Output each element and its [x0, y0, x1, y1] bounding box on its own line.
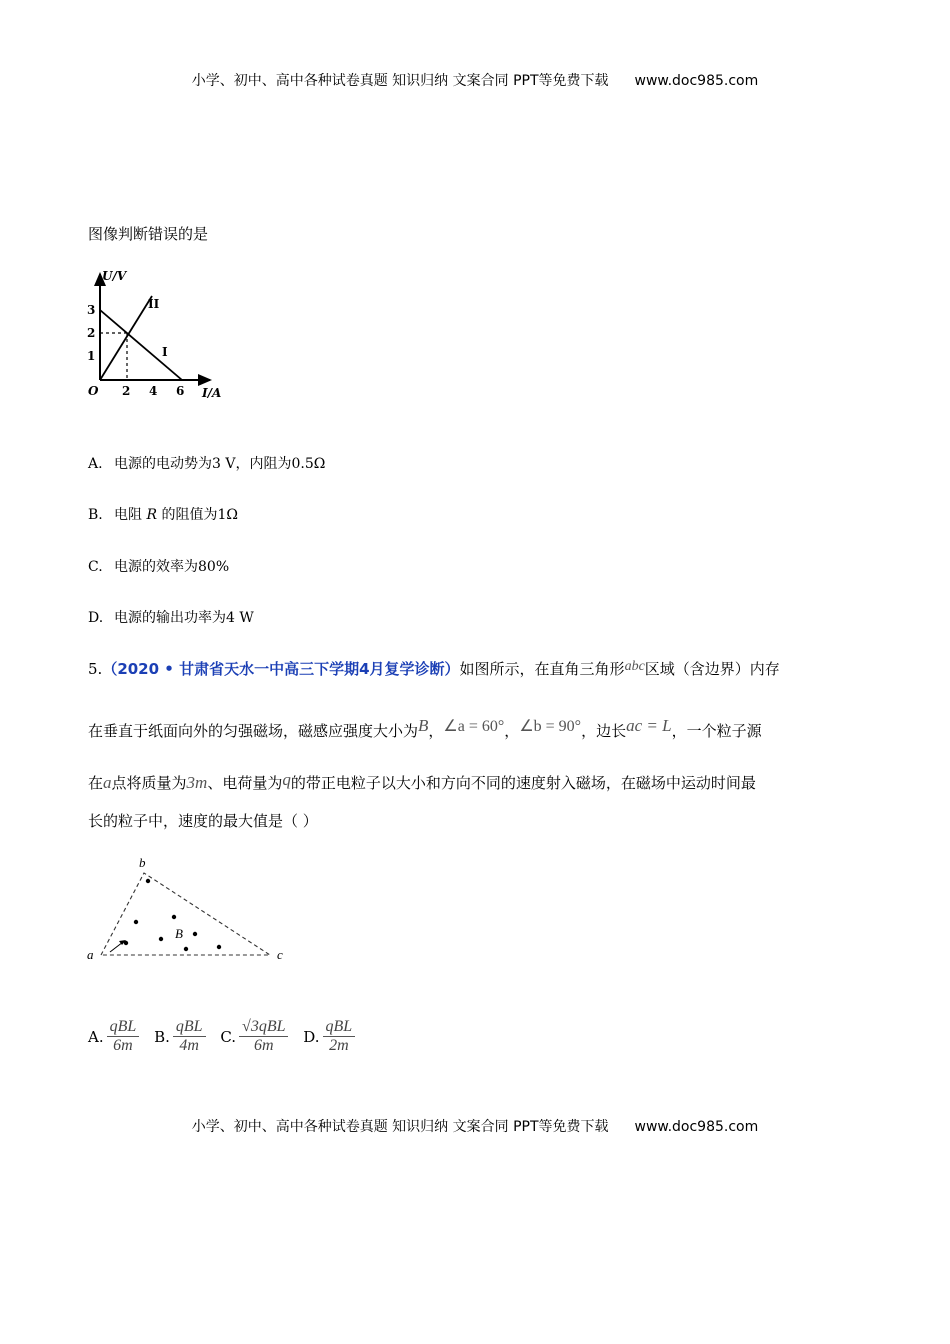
option-text-pre: 电阻 [114, 507, 142, 523]
q4-stem-tail: 图像判断错误的是 [88, 225, 209, 243]
q5-abc: abc [624, 659, 645, 674]
page-header [0, 70, 950, 90]
line-II [100, 296, 152, 380]
footer-url[interactable]: www.doc985.com [634, 1119, 759, 1135]
q5-stem-line-4: 长的粒子中，速度的最大值是（ ） [88, 812, 318, 830]
q5-text: 区域（含边界）内存 [644, 660, 780, 678]
q5-answer-c[interactable] [220, 1018, 288, 1055]
q4-option-a[interactable] [88, 453, 325, 473]
answer-letter: B. [154, 1027, 170, 1046]
vertex-b-label: b [139, 855, 146, 870]
q5-stem-line-2: 在垂直于纸面向外的匀强磁场，磁感应强度大小为B，∠a = 60°，∠b = 90°，边长ac = L，一个粒子源 [88, 716, 762, 740]
fraction-denominator: 2m [329, 1037, 349, 1054]
answer-fraction [323, 1018, 356, 1055]
q5-b-symbol: B [418, 716, 429, 735]
q5-text: 如图所示，在直角三角形 [459, 660, 625, 678]
fraction-denominator: 6m [253, 1037, 274, 1054]
origin-label: O [88, 384, 99, 398]
q5-text: 的带正电粒子以大小和方向不同的速度射入磁场，在磁场中运动时间最 [290, 774, 756, 792]
line-I-label: I [162, 345, 168, 359]
q5-number: 5. [88, 660, 103, 678]
answer-fraction [107, 1018, 140, 1055]
answer-fraction [173, 1018, 206, 1055]
q5-text: 、电荷量为 [207, 774, 283, 792]
option-text: 电源的输出功率为4 W [114, 610, 254, 626]
option-text-post: 的阻值为1Ω [161, 507, 238, 523]
q5-text: 在 [88, 774, 104, 792]
y-tick-2: 2 [87, 326, 96, 340]
field-dot [134, 920, 138, 924]
q5-source: （2020 • 甘肃省天水一中高三下学期4月复学诊断） [102, 660, 460, 678]
line-I [100, 310, 182, 380]
field-b-label: B [175, 926, 183, 941]
field-dot [124, 941, 128, 945]
q5-answer-d[interactable] [303, 1018, 355, 1055]
q5-stem-line-1 [88, 658, 780, 679]
field-dot [172, 915, 176, 919]
answer-letter: C. [220, 1027, 237, 1046]
q5-text: 点将质量为 [111, 774, 187, 792]
option-text: 电源的电动势为3 V，内阻为0.5Ω [114, 456, 326, 472]
q5-a-symbol: a [103, 773, 112, 792]
page-footer [0, 1116, 950, 1136]
fraction-denominator: 4m [179, 1037, 199, 1054]
q5-answer-choices [88, 1018, 365, 1055]
x-tick-6: 6 [176, 384, 185, 398]
q5-angle-a: ∠a = 60° [443, 718, 505, 735]
q5-q: q [282, 770, 291, 789]
field-dot [159, 937, 163, 941]
q5-text: ，边长 [581, 722, 627, 740]
vertex-c-label: c [277, 947, 283, 962]
y-tick-3: 3 [87, 303, 96, 317]
option-var-r: R [146, 507, 157, 523]
fraction-numerator: √3qBL [239, 1018, 288, 1037]
option-letter: B. [88, 507, 103, 523]
x-tick-4: 4 [149, 384, 158, 398]
vertex-a-label: a [87, 947, 94, 962]
x-axis-label: I/A [202, 386, 222, 400]
q4-option-c[interactable] [88, 556, 229, 576]
line-II-label: II [148, 297, 160, 311]
footer-text: 小学、初中、高中各种试卷真题 知识归纳 文案合同 PPT等免费下载 [191, 1119, 609, 1135]
field-dot [193, 932, 197, 936]
fraction-numerator: qBL [323, 1018, 356, 1037]
y-tick-1: 1 [87, 349, 96, 363]
fraction-numerator: qBL [173, 1018, 206, 1037]
answer-letter: A. [88, 1027, 104, 1046]
header-text: 小学、初中、高中各种试卷真题 知识归纳 文案合同 PPT等免费下载 [191, 73, 609, 89]
q5-angle-b: ∠b = 90° [519, 718, 582, 735]
q4-option-d[interactable] [88, 607, 254, 627]
fraction-numerator: qBL [107, 1018, 140, 1037]
option-text: 电源的效率为80% [114, 559, 230, 575]
y-axis-label: U/V [102, 269, 127, 283]
q4-ui-graph [82, 262, 232, 407]
header-url[interactable]: www.doc985.com [634, 73, 759, 89]
q5-stem-line-3 [88, 772, 756, 793]
q4-option-b[interactable] [88, 504, 238, 524]
fraction-denominator: 6m [113, 1037, 133, 1054]
q5-ac: ac = L [626, 716, 672, 735]
answer-letter: D. [303, 1027, 320, 1046]
q5-text: ，一个粒子源 [671, 722, 762, 740]
field-dot [217, 945, 221, 949]
q5-answer-a[interactable] [88, 1018, 139, 1055]
field-dot [184, 947, 188, 951]
q5-answer-b[interactable] [154, 1018, 205, 1055]
field-dot [146, 879, 150, 883]
answer-fraction [239, 1018, 288, 1055]
q5-text: 在垂直于纸面向外的匀强磁场，磁感应强度大小为 [88, 722, 419, 740]
option-letter: D. [88, 610, 104, 626]
q5-3m: 3m [186, 773, 208, 792]
x-tick-2: 2 [122, 384, 131, 398]
option-letter: A. [88, 456, 103, 472]
option-letter: C. [88, 559, 103, 575]
q5-triangle-figure [82, 855, 297, 970]
